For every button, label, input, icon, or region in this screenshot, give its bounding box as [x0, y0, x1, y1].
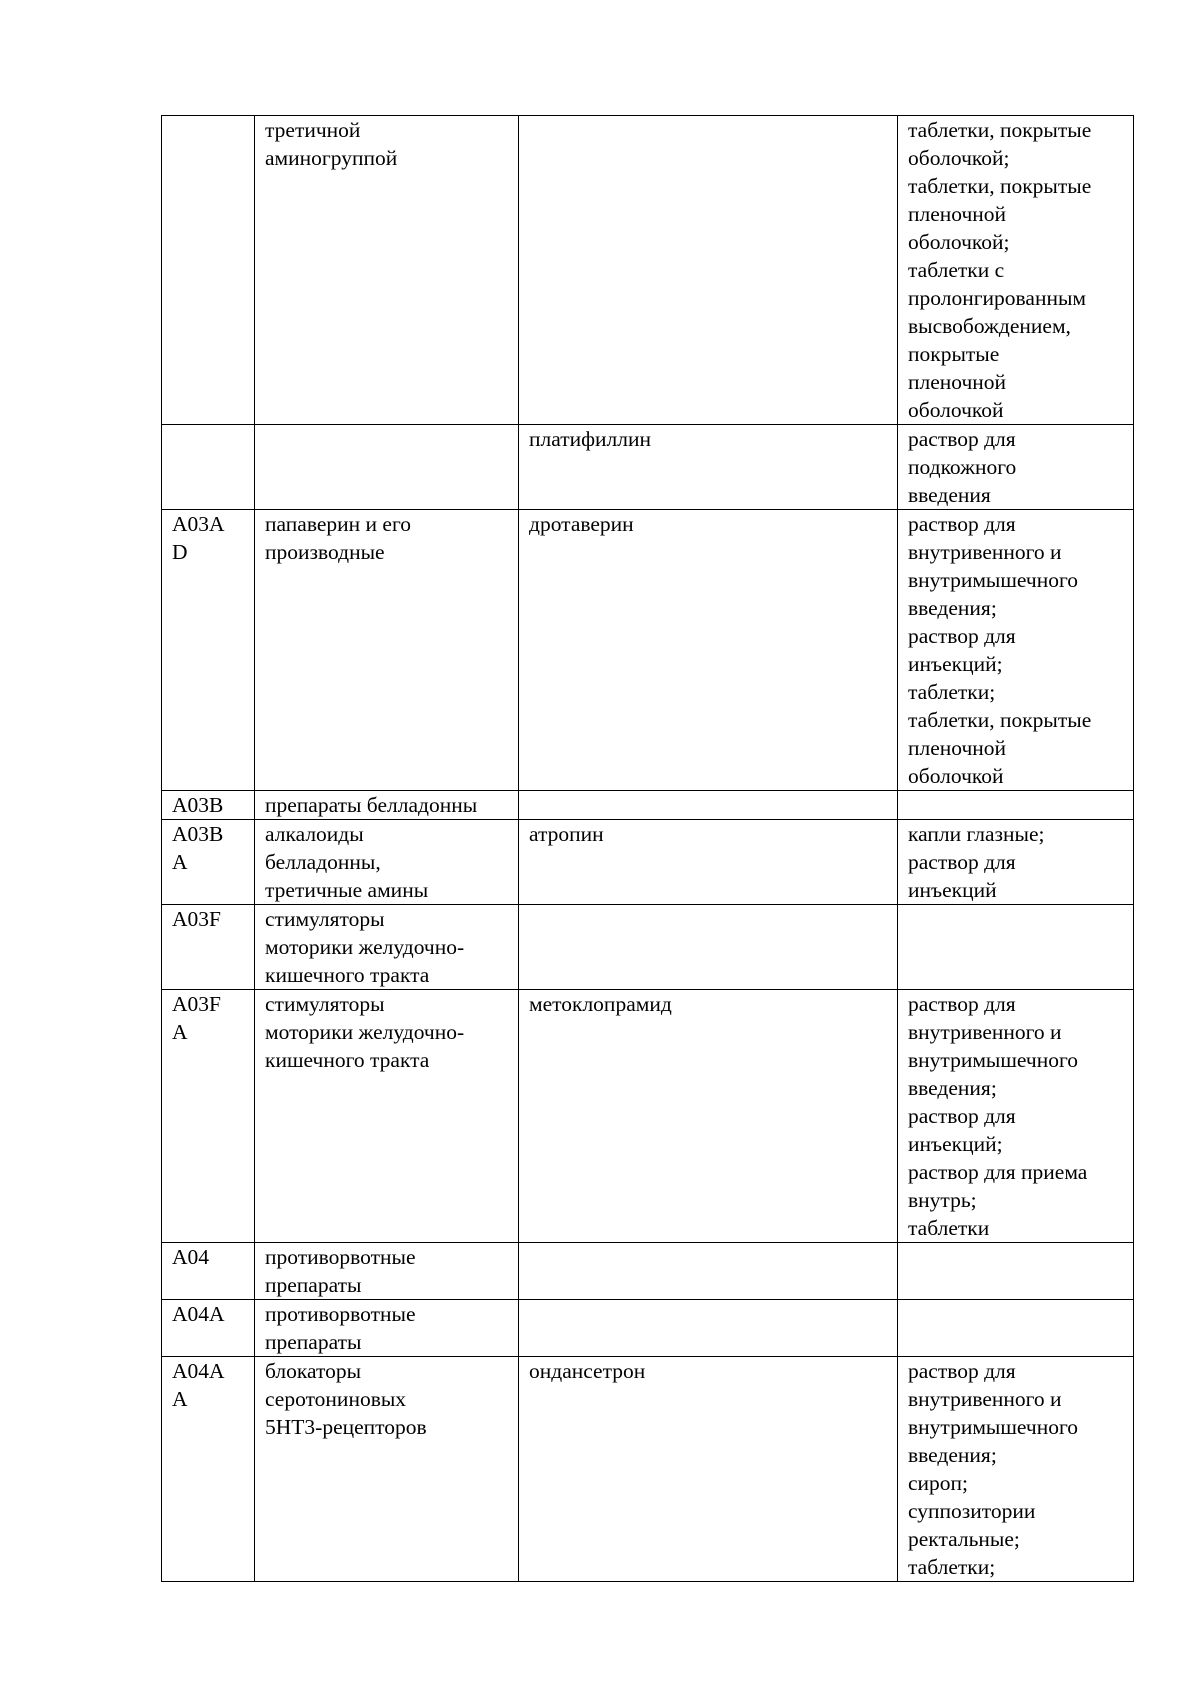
group-cell [255, 990, 519, 1243]
dosage-form-cell [898, 990, 1134, 1243]
dosage-form-cell [898, 425, 1134, 510]
table-row [162, 116, 1134, 425]
atc-code-cell [162, 1300, 255, 1357]
group-name: алкалоиды белладонны, третичные амины [265, 822, 429, 902]
group-cell [255, 791, 519, 820]
drug-name-cell [519, 820, 898, 905]
group-name: стимуляторы моторики желудочно- кишечного тракта [265, 992, 465, 1072]
atc-code-cell [162, 116, 255, 425]
atc-code-cell [162, 510, 255, 791]
group-cell [255, 1243, 519, 1300]
table-row [162, 1357, 1134, 1582]
table-row [162, 905, 1134, 990]
drug-name-cell [519, 116, 898, 425]
group-cell [255, 1300, 519, 1357]
dosage-form-cell [898, 510, 1134, 791]
atc-code-cell [162, 791, 255, 820]
group-cell [255, 510, 519, 791]
table-row [162, 1243, 1134, 1300]
atc-code: A03B A [172, 822, 224, 874]
table-row [162, 791, 1134, 820]
drug-name-cell [519, 1357, 898, 1582]
group-name: блокаторы серотониновых 5HT3-рецепторов [265, 1359, 427, 1439]
drug-name-cell [519, 510, 898, 791]
table-row [162, 425, 1134, 510]
dosage-form-cell [898, 791, 1134, 820]
drug-name-cell [519, 791, 898, 820]
dosage-form-cell [898, 1243, 1134, 1300]
atc-code: A04A A [172, 1359, 225, 1411]
drug-name-cell [519, 1243, 898, 1300]
table-row [162, 1300, 1134, 1357]
table-row [162, 820, 1134, 905]
atc-code: A03F A [172, 992, 221, 1044]
atc-code-cell [162, 425, 255, 510]
drug-table [161, 115, 1134, 1582]
atc-code: A03A D [172, 512, 225, 564]
dosage-form: раствор для внутривенного и внутримышечного введения; раствор для инъекций; таблетки; таблетки, покрытые пленочной оболочкой [908, 512, 1092, 788]
group-cell [255, 116, 519, 425]
dosage-form: раствор для внутривенного и внутримышечного введения; раствор для инъекций; раствор для приема внутрь; таблетки [908, 992, 1088, 1240]
dosage-form-cell [898, 1357, 1134, 1582]
atc-code-cell [162, 1243, 255, 1300]
dosage-form: капли глазные; раствор для инъекций [908, 822, 1045, 902]
drug-name: ондансетрон [529, 1359, 646, 1383]
dosage-form-cell [898, 1300, 1134, 1357]
group-name: стимуляторы моторики желудочно- кишечного тракта [265, 907, 465, 987]
dosage-form-cell [898, 820, 1134, 905]
dosage-form: раствор для подкожного введения [908, 427, 1017, 507]
dosage-form: таблетки, покрытые оболочкой; таблетки, покрытые пленочной оболочкой; таблетки с пролонгированным высвобождением, покрытые пленочной оболочкой [908, 118, 1092, 422]
drug-name-cell [519, 425, 898, 510]
drug-name: метоклопрамид [529, 992, 672, 1016]
dosage-form-cell [898, 905, 1134, 990]
group-cell [255, 820, 519, 905]
drug-name-cell [519, 905, 898, 990]
atc-code: A04A [172, 1302, 225, 1326]
atc-code-cell [162, 1357, 255, 1582]
dosage-form-cell [898, 116, 1134, 425]
table-row [162, 990, 1134, 1243]
drug-name-cell [519, 990, 898, 1243]
group-name: препараты белладонны [265, 793, 478, 817]
group-cell [255, 425, 519, 510]
group-cell [255, 1357, 519, 1582]
drug-name: атропин [529, 822, 604, 846]
atc-code: A03F [172, 907, 221, 931]
atc-code-cell [162, 820, 255, 905]
table-row [162, 510, 1134, 791]
drug-name-cell [519, 1300, 898, 1357]
atc-code-cell [162, 905, 255, 990]
atc-code: A04 [172, 1245, 210, 1269]
drug-name: платифиллин [529, 427, 652, 451]
group-cell [255, 905, 519, 990]
group-name: третичной аминогруппой [265, 118, 398, 170]
group-name: папаверин и его производные [265, 512, 411, 564]
atc-code-cell [162, 990, 255, 1243]
atc-code: A03B [172, 793, 224, 817]
drug-name: дротаверин [529, 512, 634, 536]
dosage-form: раствор для внутривенного и внутримышечного введения; сироп; суппозитории ректальные; таблетки; [908, 1359, 1079, 1579]
group-name: противорвотные препараты [265, 1302, 416, 1354]
group-name: противорвотные препараты [265, 1245, 416, 1297]
